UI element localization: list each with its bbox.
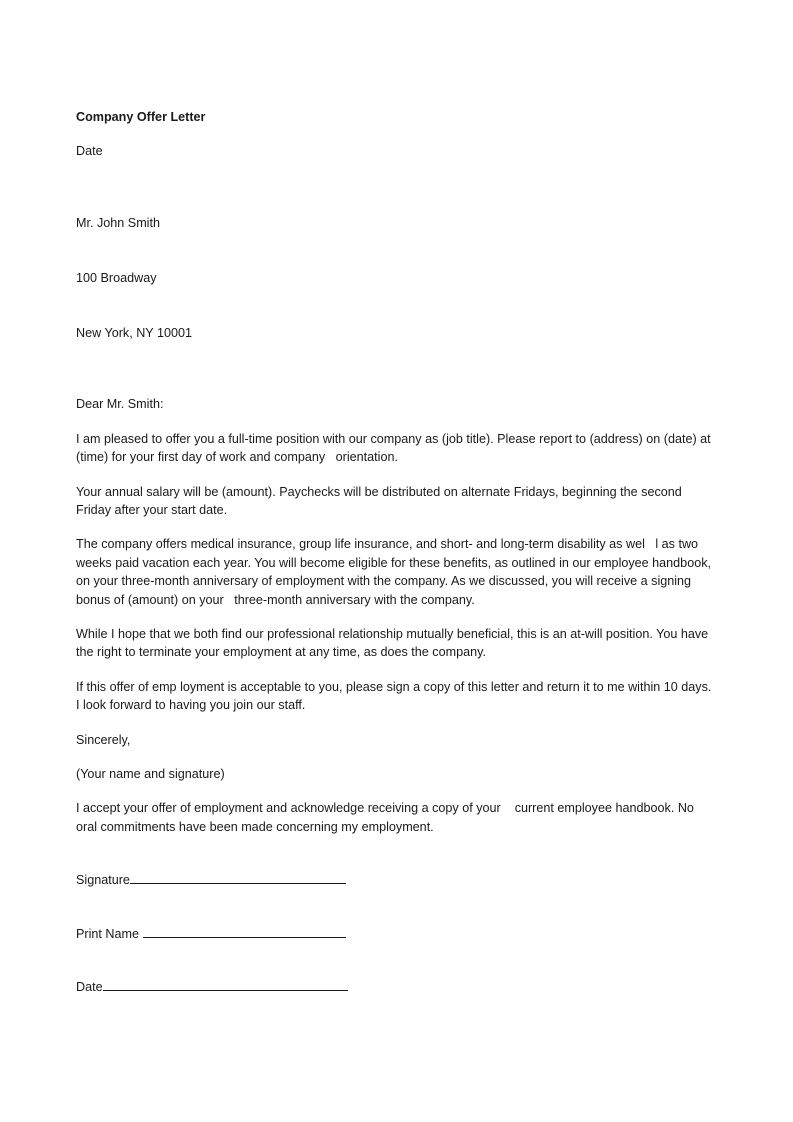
- print-name-label: Print Name: [76, 926, 143, 941]
- acceptance-statement: I accept your offer of employment and acknowledge receiving a copy of your current employee handbook. No oral commitments have been made concerning my employment.: [76, 801, 698, 834]
- date-field[interactable]: [76, 977, 716, 996]
- recipient-address: [76, 177, 716, 379]
- recipient-city: New York, NY 10001: [76, 326, 192, 341]
- recipient-name: Mr. John Smith: [76, 215, 160, 230]
- letter-page: [76, 108, 716, 1030]
- signature-line[interactable]: [130, 870, 346, 884]
- date-label: Date: [76, 980, 103, 994]
- paragraph-at-will: While I hope that we both find our professional relationship mutually beneficial, this is an at-will position. You have the right to terminate your employment at any time, as does the company.: [76, 626, 712, 660]
- date-line[interactable]: [103, 977, 348, 991]
- signer: (Your name and signature): [76, 766, 225, 781]
- print-name-field[interactable]: [76, 924, 716, 943]
- print-name-line[interactable]: [143, 924, 346, 938]
- paragraph-salary: Your annual salary will be (amount). Paychecks will be distributed on alternate Fridays, beginning the second Friday after your start date.: [76, 484, 686, 517]
- letter-title: Company Offer Letter: [76, 110, 206, 124]
- recipient-street: 100 Broadway: [76, 270, 157, 285]
- letter-date: Date: [76, 144, 103, 159]
- salutation: Dear Mr. Smith:: [76, 397, 164, 412]
- closing: Sincerely,: [76, 732, 131, 747]
- paragraph-position: I am pleased to offer you a full-time position with our company as (job title). Please report to (address) on (date) at (time) for your first day of work and company orientation.: [76, 431, 715, 465]
- paragraph-acceptance-request: If this offer of emp loyment is acceptable to you, please sign a copy of this letter and return it to me within 10 days. I look forward to having you join our staff.: [76, 679, 715, 713]
- signature-label: Signature: [76, 873, 130, 888]
- paragraph-benefits: The company offers medical insurance, group life insurance, and short- and long-term disability as wel l as two weeks paid vacation each year. You will become eligible for these benefits, as outlined in our employee handbook, on your three-month anniversary of employment with the company. As we discussed, you will receive a signing bonus of (amount) on your three-month anniversary with the company.: [76, 537, 715, 607]
- signature-field[interactable]: [76, 870, 716, 889]
